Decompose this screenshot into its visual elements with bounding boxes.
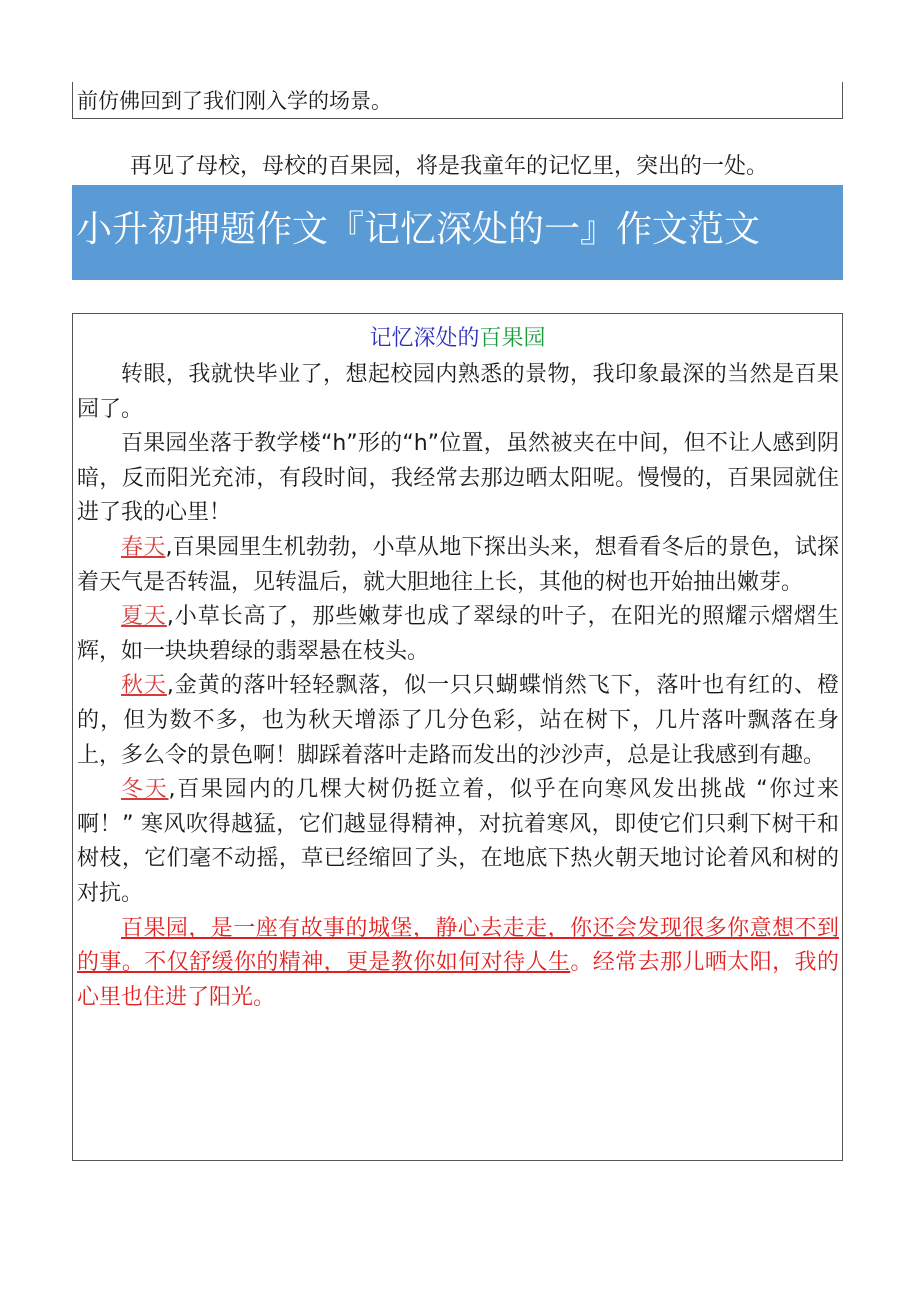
previous-essay-fragment: 前仿佛回到了我们刚入学的场景。: [77, 89, 392, 113]
spring-text: ,百果园里生机勃勃，小草从地下探出头来，想看看冬后的景色，试探着天气是否转温，见转温后，就大胆地往上长，其他的树也开始抽出嫩芽。: [77, 534, 839, 595]
essay-title-highlight: 百果园: [479, 326, 546, 351]
section-banner: [72, 185, 843, 280]
autumn-text: ,金黄的落叶轻轻飘落，似一只只蝴蝶悄然飞下，落叶也有红的、橙的，但为数不多，也为秋天增添了几分色彩，站在树下，几片落叶飘落在身上，多么令的景色啊！脚踩着落叶走路而发出的沙沙声，总是让我感到有趣。: [77, 673, 839, 768]
season-label-winter: 冬天: [121, 777, 169, 803]
previous-essay-box: [72, 82, 843, 119]
paragraph-intro: 转眼，我就快毕业了，想起校园内熟悉的景物，我印象最深的当然是百果园了。: [77, 362, 839, 422]
paragraph-spring: [77, 531, 839, 600]
paragraph-summer: [77, 600, 839, 669]
season-label-spring: 春天: [121, 534, 166, 560]
summer-text: ,小草长高了，那些嫩芽也成了翠绿的叶子，在阳光的照耀示熠熠生辉，如一块块碧绿的翡翠悬在枝头。: [77, 604, 839, 664]
paragraph-autumn: [77, 669, 839, 773]
paragraph-conclusion: [77, 912, 839, 1016]
essay-title: [73, 324, 842, 354]
essay-box: [72, 313, 843, 1161]
banner-title: 小升初押题作文『记忆深处的一』作文范文: [76, 209, 761, 250]
conclusion-underlined: 百果园，是一座有故事的城堡，静心去走走，你还会发现很多你意想不到的事。不仅舒缓你的精神，更是教你如何对待人生: [77, 915, 839, 976]
essay-title-main: 记忆深处的: [369, 326, 480, 351]
previous-essay-closing: 再见了母校，母校的百果园，将是我童年的记忆里，突出的一处。: [130, 154, 769, 179]
conclusion-rest: 。经常去那儿晒太阳，我的心里也住进了阳光。: [77, 950, 839, 1010]
season-label-summer: 夏天: [121, 604, 167, 630]
season-label-autumn: 秋天: [121, 673, 167, 699]
paragraph-winter: [77, 773, 839, 911]
winter-text: ,百果园内的几棵大树仍挺立着，似乎在向寒风发出挑战 “你过来啊！” 寒风吹得越猛，它们越显得精神，对抗着寒风，即使它们只剩下树干和树枝，它们毫不动摇，草已经缩回了头，在地底下热火朝天地讨论着风和树的对抗。: [77, 777, 839, 906]
paragraph-location: 百果园坐落于教学楼“h”形的“h”位置，虽然被夹在中间，但不让人感到阴暗，反而阳光充沛，有段时间，我经常去那边晒太阳呢。慢慢的，百果园就住进了我的心里！: [77, 431, 839, 526]
essay-body: [77, 358, 839, 1015]
